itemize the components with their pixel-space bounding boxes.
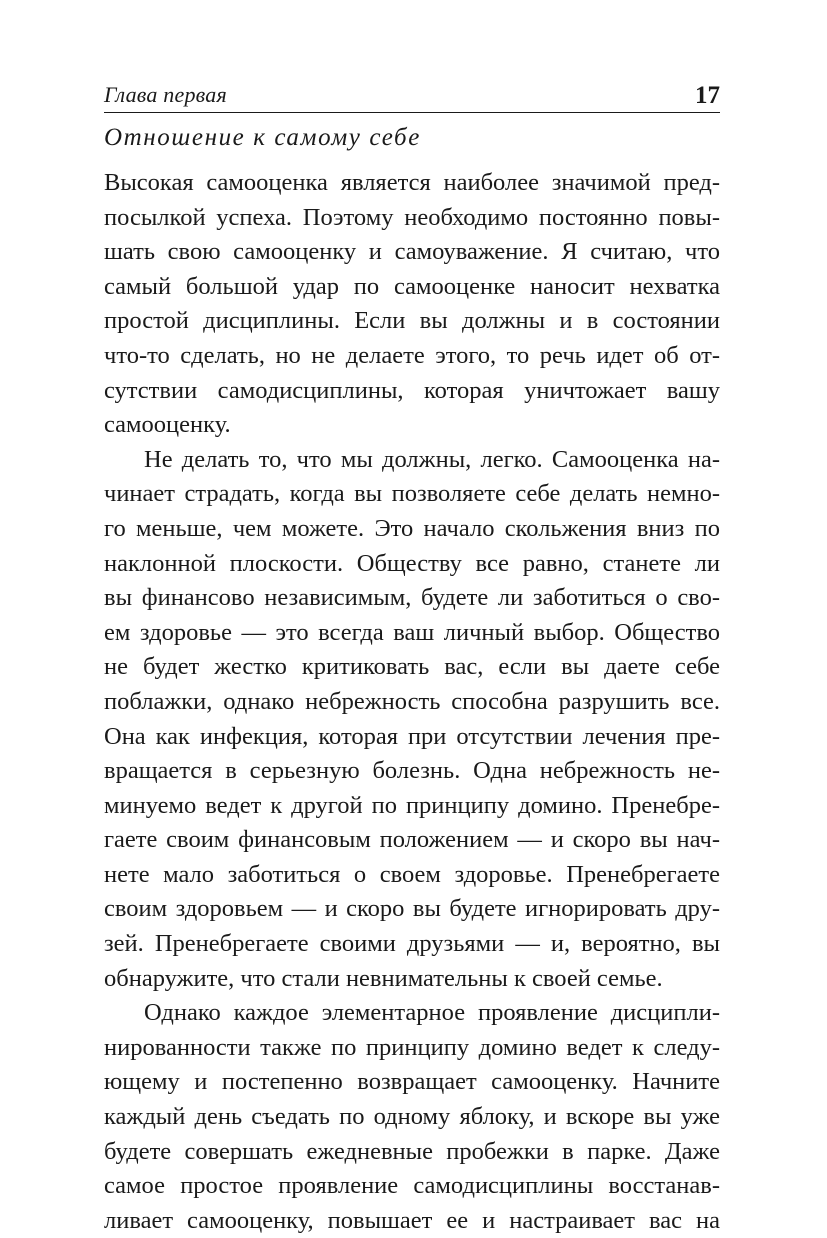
- text-line: го меньше, чем можете. Это начало скольжения вниз по: [104, 514, 720, 542]
- text-line: не будет жестко критиковать вас, если вы даете себе: [104, 653, 720, 681]
- text-line: самооценку.: [104, 411, 231, 439]
- text-line: вы финансово независимым, будете ли заботиться о сво-: [104, 584, 720, 612]
- text-line: Однако каждое элементарное проявление дисципли-: [144, 999, 720, 1027]
- text-line: своим здоровьем — и скоро вы будете игнорировать дру-: [104, 895, 720, 923]
- body-text: [104, 166, 720, 1238]
- text-line: посылкой успеха. Поэтому необходимо постоянно повы-: [104, 203, 720, 231]
- text-line: ливает самооценку, повышает ее и настраивает вас на: [104, 1206, 720, 1234]
- chapter-label: Глава первая: [104, 82, 227, 107]
- text-line: простой дисциплины. Если вы должны и в состоянии: [104, 307, 720, 335]
- text-line: Высокая самооценка является наиболее значимой пред-: [104, 169, 720, 196]
- text-line: вращается в серьезную болезнь. Одна небрежность не-: [104, 757, 720, 785]
- page-number: 17: [695, 82, 720, 109]
- text-line: чинает страдать, когда вы позволяете себе делать немно-: [104, 480, 720, 508]
- text-line: Она как инфекция, которая при отсутствии лечения пре-: [104, 722, 720, 750]
- paragraph: [104, 166, 720, 443]
- text-line: наклонной плоскости. Обществу все равно, станете ли: [104, 549, 720, 577]
- running-header: [104, 78, 720, 113]
- text-line: поблажки, однако небрежность способна разрушить все.: [104, 687, 720, 715]
- text-line: нете мало заботиться о своем здоровье. Пренебрегаете: [104, 860, 720, 888]
- text-line: обнаружите, что стали невнимательны к своей семье.: [104, 964, 663, 992]
- text-line: нированности также по принципу домино ведет к следу-: [104, 1033, 720, 1061]
- text-line: зей. Пренебрегаете своими друзьями — и, вероятно, вы: [104, 930, 720, 958]
- text-line: сутствии самодисциплины, которая уничтожает вашу: [104, 376, 720, 404]
- text-line: Не делать то, что мы должны, легко. Самооценка на-: [144, 445, 720, 473]
- text-line: каждый день съедать по одному яблоку, и вскоре вы уже: [104, 1103, 720, 1131]
- text-line: шать свою самооценку и самоуважение. Я считаю, что: [104, 238, 720, 266]
- section-title: Отношение к самому себе: [104, 124, 421, 151]
- text-line: ющему и постепенно возвращает самооценку. Начните: [104, 1068, 720, 1096]
- paragraph: [104, 996, 720, 1238]
- text-line: самое простое проявление самодисциплины восстанав-: [104, 1172, 720, 1200]
- text-line: гаете своим финансовым положением — и скоро вы нач-: [104, 826, 720, 854]
- text-line: что-то сделать, но не делаете этого, то речь идет об от-: [104, 341, 720, 369]
- text-line: минуемо ведет к другой по принципу домино. Пренебре-: [104, 791, 720, 819]
- text-line: будете совершать ежедневные пробежки в парке. Даже: [104, 1137, 720, 1165]
- paragraph: [104, 443, 720, 997]
- text-line: самый большой удар по самооценке наносит нехватка: [104, 272, 720, 300]
- text-line: ем здоровье — это всегда ваш личный выбор. Общество: [104, 618, 720, 646]
